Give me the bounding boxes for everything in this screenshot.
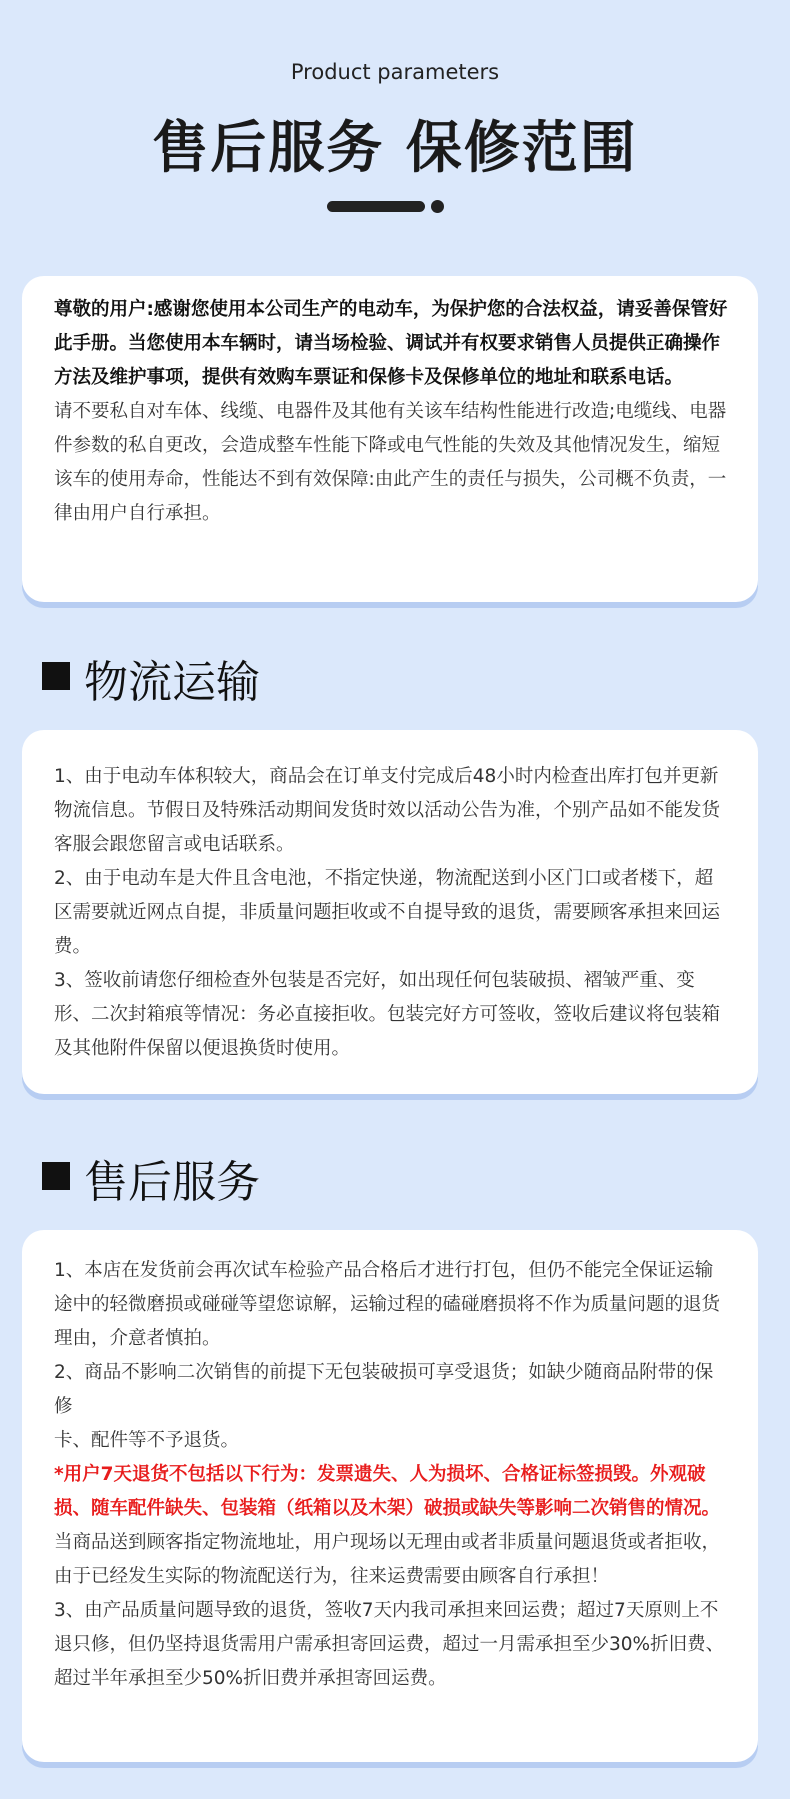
after-sales-item-3: 3、由产品质量问题导致的退货，签收7天内我司承担来回运费；超过7天原则上不退只修，但仍坚持退货需用户需承担寄回运费，超过一月需承担至少30%折旧费、超过半年承担至少50%折旧费并承担寄回运费。 bbox=[54, 1600, 725, 1689]
decoration-dot bbox=[431, 200, 444, 213]
intro-card bbox=[22, 276, 758, 602]
square-bullet-icon bbox=[42, 662, 70, 690]
intro-bold-text: 尊敬的用户:感谢您使用本公司生产的电动车，为保护您的合法权益，请妥善保管好此手册。当您使用本车辆时，请当场检验、调试并有权要求销售人员提供正确操作方法及维护事项，提供有效购车票证和保修卡及保修单位的地址和联系电话。 bbox=[54, 299, 728, 388]
logistics-item: 3、签收前请您仔细检查外包装是否完好，如出现任何包装破损、褶皱严重、变形、二次封箱痕等情况：务必直接拒收。包装完好方可签收，签收后建议将包装箱及其他附件保留以便退换货时使用。 bbox=[54, 970, 721, 1059]
decoration-bar bbox=[327, 201, 425, 212]
after-sales-item-2a: 2、商品不影响二次销售的前提下无包装破损可享受退货；如缺少随商品附带的保修 bbox=[54, 1362, 714, 1417]
page-subtitle: Product parameters bbox=[290, 60, 500, 84]
logistics-card bbox=[22, 730, 758, 1094]
intro-normal-text: 请不要私自对车体、线缆、电器件及其他有关该车结构性能进行改造;电缆线、电器件参数的私自更改，会造成整车性能下降或电气性能的失效及其他情况发生，缩短该车的使用寿命，性能达不到有效保障:由此产生的责任与损失，公司概不负责，一律由用户自行承担。 bbox=[54, 401, 727, 524]
square-bullet-icon bbox=[42, 1162, 70, 1190]
after-sales-item-2b: 卡、配件等不予退货。 bbox=[54, 1430, 240, 1451]
title-decoration bbox=[327, 199, 447, 215]
return-exclusions-tail: 当商品送到顾客指定物流地址，用户现场以无理由或者非质量问题退货或者拒收，由于已经发生实际的物流配送行为，往来运费需要由顾客自行承担！ bbox=[54, 1532, 721, 1587]
logistics-item: 2、由于电动车是大件且含电池，不指定快递，物流配送到小区门口或者楼下，超区需要就近网点自提，非质量问题拒收或不自提导致的退货，需要顾客承担来回运费。 bbox=[54, 868, 721, 957]
after-sales-item-1: 1、本店在发货前会再次试车检验产品合格后才进行打包，但仍不能完全保证运输途中的轻微磨损或碰碰等望您谅解，运输过程的磕碰磨损将不作为质量问题的退货理由，介意者慎拍。 bbox=[54, 1260, 721, 1349]
logistics-item: 1、由于电动车体积较大，商品会在订单支付完成后48小时内检查出库打包并更新物流信息。节假日及特殊活动期间发货时效以活动公告为准，个别产品如不能发货客服会跟您留言或电话联系。 bbox=[54, 766, 721, 855]
page-title: 售后服务 保修范围 bbox=[152, 116, 638, 181]
after-sales-heading-text: 售后服务 bbox=[84, 1157, 260, 1208]
return-exclusions-warning: *用户7天退货不包括以下行为：发票遗失、人为损坏、合格证标签损毁。外观破损、随车配件缺失、包装箱（纸箱以及木架）破损或缺失等影响二次销售的情况。 bbox=[54, 1464, 721, 1519]
after-sales-card bbox=[22, 1230, 758, 1762]
logistics-heading-text: 物流运输 bbox=[84, 657, 260, 708]
after-sales-warning-paragraph bbox=[54, 1458, 728, 1594]
